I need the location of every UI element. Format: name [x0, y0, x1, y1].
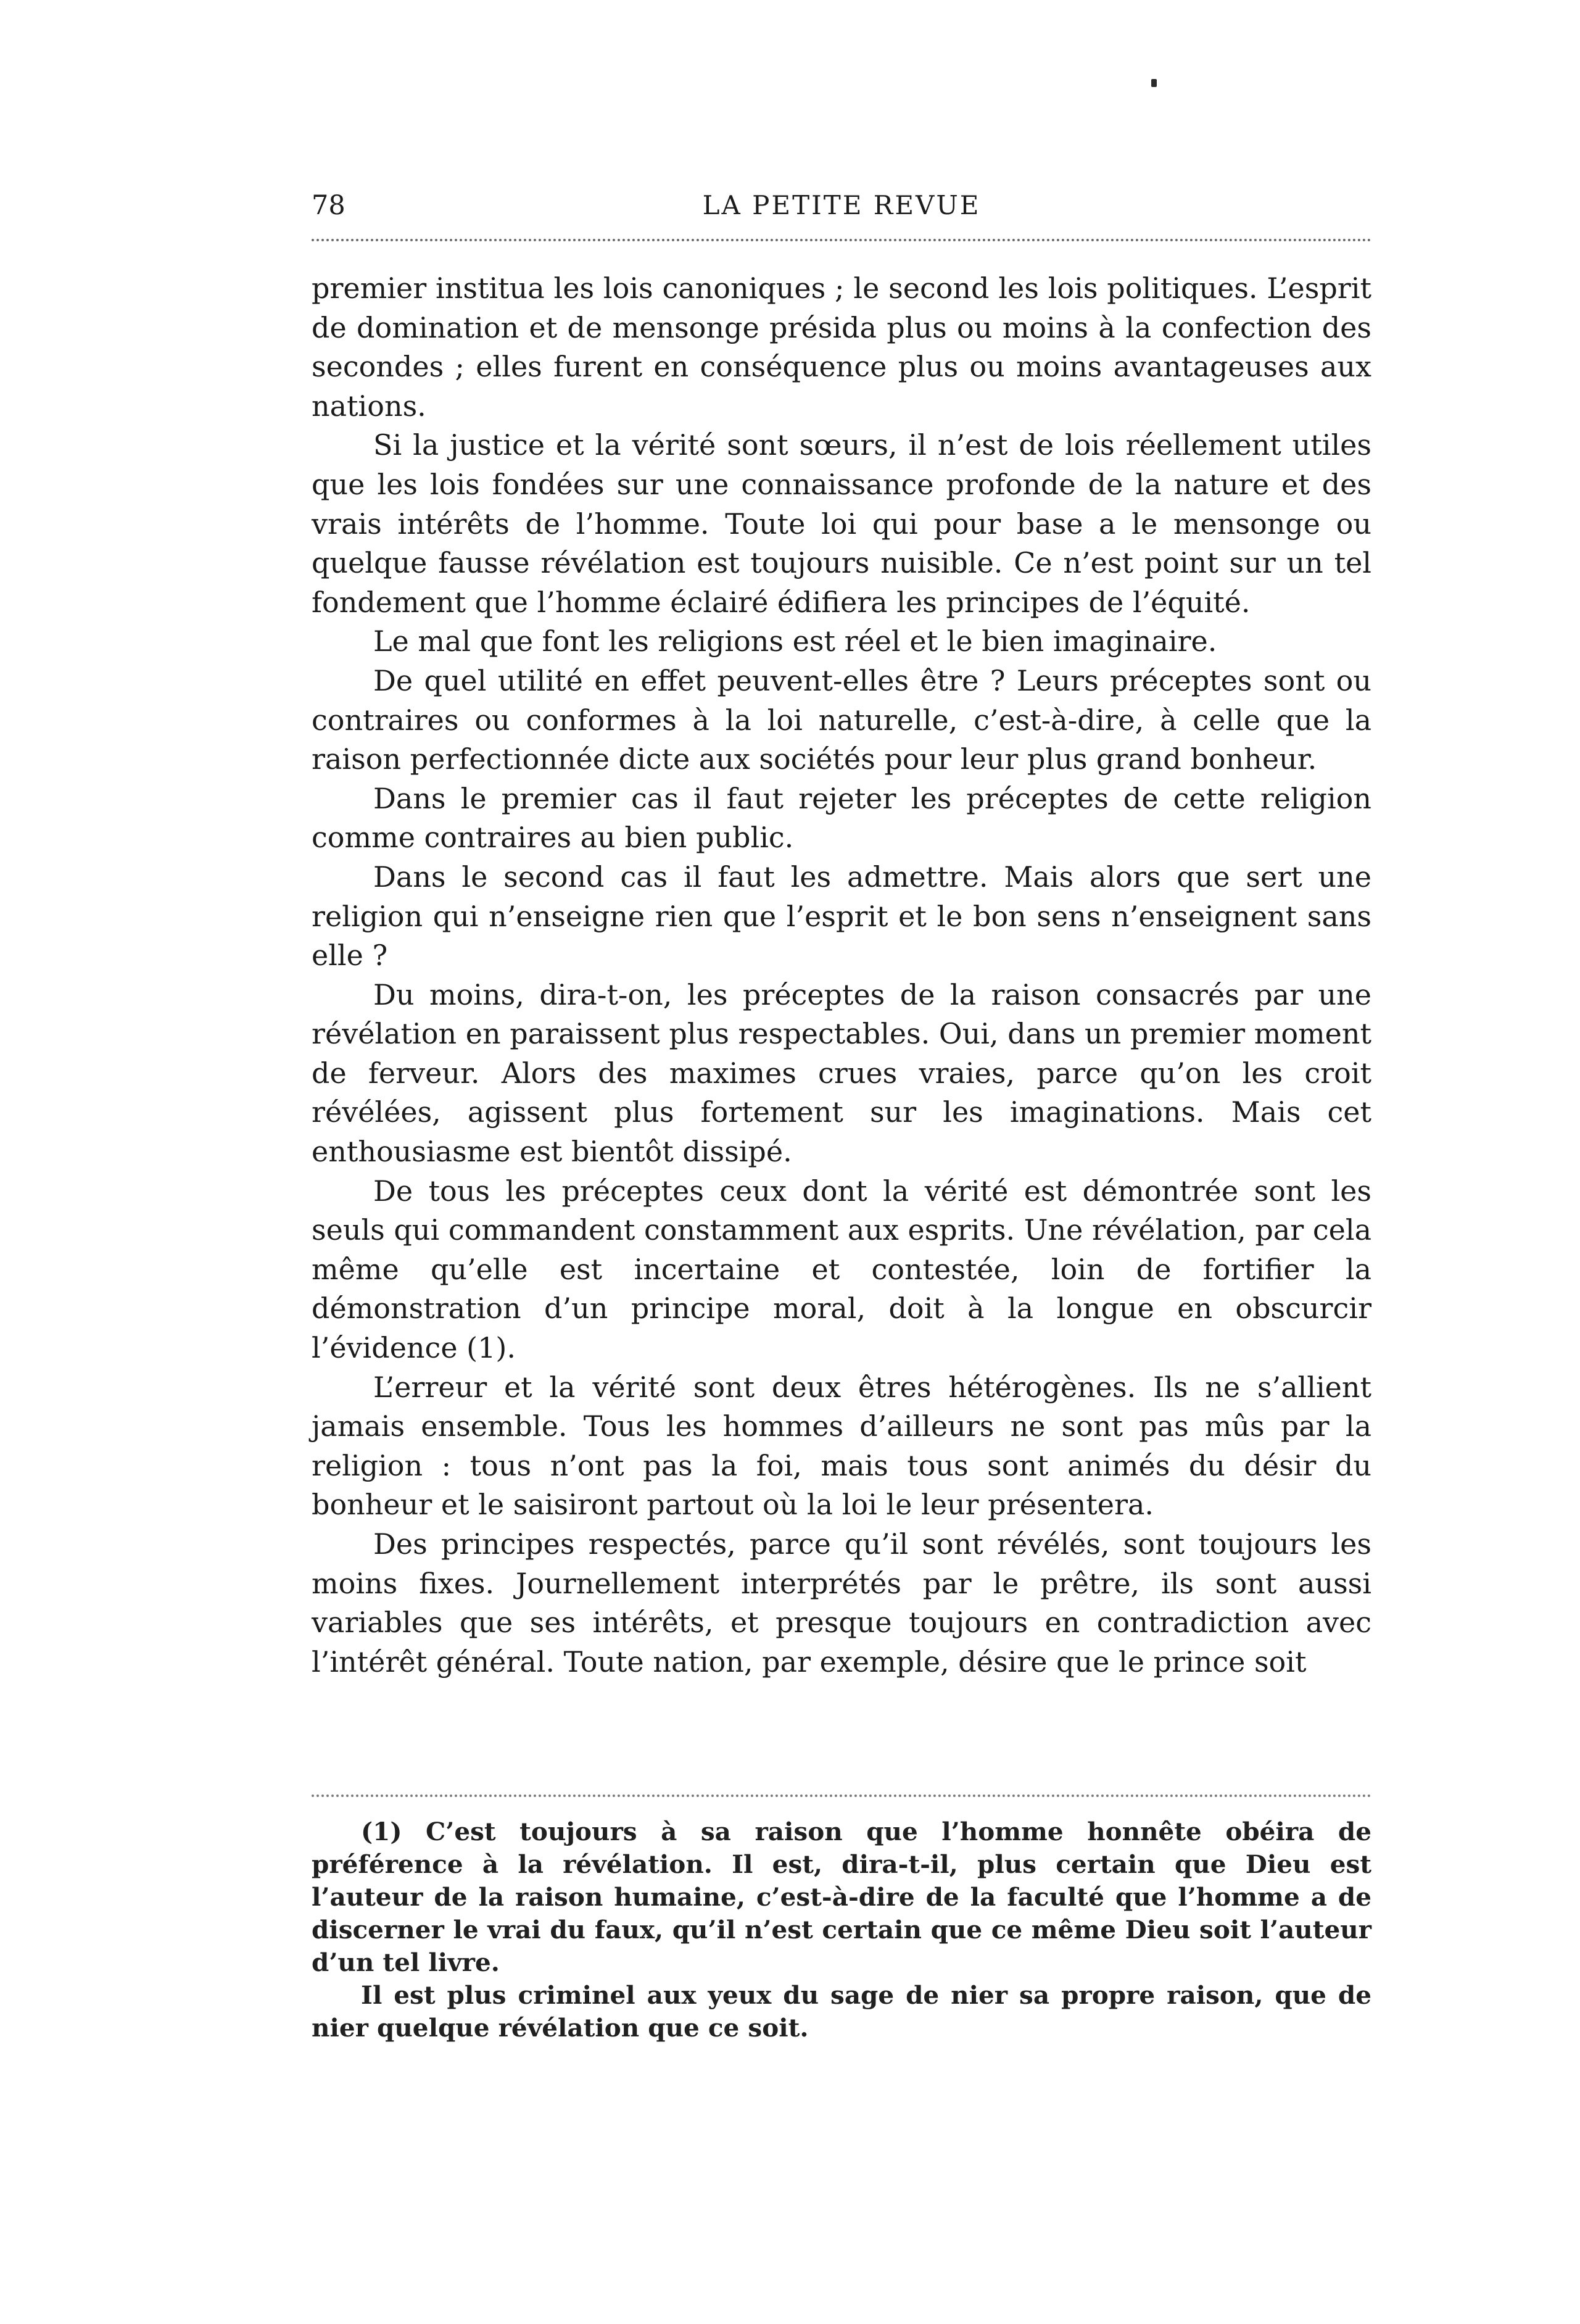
paragraph: Dans le second cas il faut les admettre. Mais alors que sert une religion qui n’enseigne rien que l’esprit et le bon sens n’enseignent sans elle ? [312, 860, 1371, 973]
paragraph: Du moins, dira-t-on, les préceptes de la raison consacrés par une révélation en paraissent plus respectables. Oui, dans un premier moment de ferveur. Alors des maximes crues vraies, parce qu’on les croit révélées, agissent plus fortement sur les imaginations. Mais cet enthousiasme est bientôt dissipé. [312, 977, 1371, 1169]
body-text [312, 269, 1371, 1682]
footnotes [312, 1816, 1371, 2044]
paragraph: Le mal que font les religions est réel et le bien imaginaire. [373, 625, 1217, 658]
header-rule [312, 239, 1371, 241]
ink-speck [1151, 79, 1157, 87]
paragraph: Des principes respectés, parce qu’il sont révélés, sont toujours les moins fixes. Journellement interprétés par le prêtre, ils sont aussi variables que ses intérêts, et presque toujours en contradiction avec l’intérêt général. Toute nation, par exemple, désire que le prince soit [312, 1527, 1371, 1679]
running-head [312, 185, 1371, 234]
paragraph: De quel utilité en effet peuvent-elles être ? Leurs préceptes sont ou contraires ou conformes à la loi naturelle, c’est-à-dire, à celle que la raison perfectionnée dicte aux sociétés pour leur plus grand bonheur. [312, 663, 1371, 776]
paragraph: L’erreur et la vérité sont deux êtres hétérogènes. Ils ne s’allient jamais ensemble. Tous les hommes d’ailleurs ne sont pas mûs par la religion : tous n’ont pas la foi, mais tous sont animés du désir du bonheur et le saisiront partout où la loi le leur présentera. [312, 1370, 1371, 1522]
page-number: 78 [312, 190, 345, 221]
paragraph: De tous les préceptes ceux dont la vérité est démontrée sont les seuls qui commandent constamment aux esprits. Une révélation, par cela même qu’elle est incertaine et contestée, loin de fortifier la démonstration d’un principe moral, doit à la longue en obscurcir l’évidence (1). [312, 1174, 1371, 1365]
footnote: Il est plus criminel aux yeux du sage de nier sa propre raison, que de nier quelque révélation que ce soit. [312, 1980, 1371, 2043]
footnote: (1) C’est toujours à sa raison que l’homme honnête obéira de préférence à la révélation. Il est, dira-t-il, plus certain que Dieu est l’auteur de la raison humaine, c’est-à-dire de la faculté que l’homme a de discerner le vrai du faux, qu’il n’est certain que ce même Dieu soit l’auteur d’un tel livre. [312, 1817, 1371, 1977]
paragraph: Dans le premier cas il faut rejeter les préceptes de cette religion comme contraires au bien public. [312, 781, 1371, 855]
footnote-rule [312, 1795, 1371, 1797]
running-title: LA PETITE REVUE [702, 190, 981, 220]
paragraph: premier institua les lois canoniques ; le second les lois politiques. L’esprit de domination et de mensonge présida plus ou moins à la confection des secondes ; elles furent en conséquence plus ou moins avantageuses aux nations. [312, 272, 1371, 423]
paragraph: Si la justice et la vérité sont sœurs, il n’est de lois réellement utiles que les lois fondées sur une connaissance profonde de la nature et des vrais intérêts de l’homme. Toute loi qui pour base a le mensonge ou quelque fausse révélation est toujours nuisible. Ce n’est point sur un tel fondement que l’homme éclairé édifiera les principes de l’équité. [312, 428, 1371, 619]
